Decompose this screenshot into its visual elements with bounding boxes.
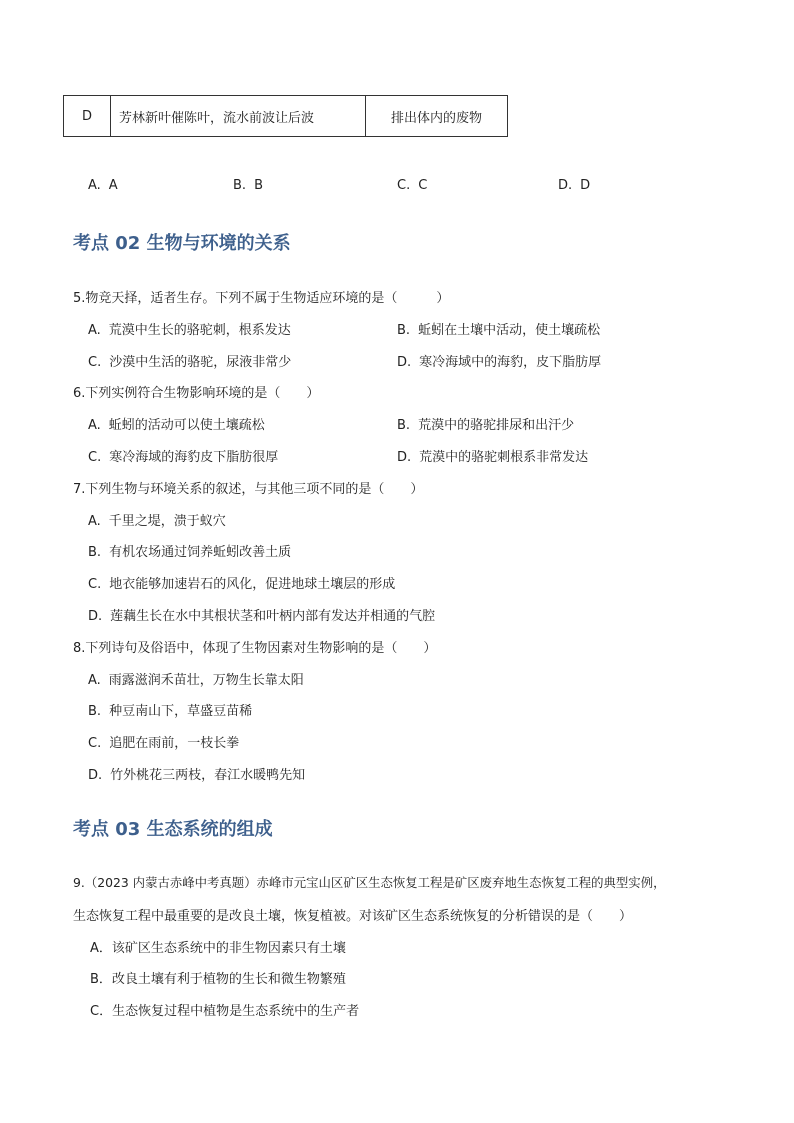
q9-option-a[interactable]: A．该矿区生态系统中的非生物因素只有土壤 — [90, 941, 346, 956]
q7-option-b[interactable]: B. 有机农场通过饲养蚯蚓改善土质 — [88, 545, 292, 560]
q9-option-c[interactable]: C．生态恢复过程中植物是生态系统中的生产者 — [90, 1004, 360, 1019]
q6-option-b[interactable]: B. 荒漠中的骆驼排尿和出汗少 — [397, 418, 575, 433]
question-stem: 5.物竞天择，适者生存。下列不属于生物适应环境的是（ ） — [73, 291, 450, 306]
table-cell-meaning: 排出体内的废物 — [366, 96, 508, 137]
q6-option-c[interactable]: C. 寒冷海域的海豹皮下脂肪很厚 — [88, 450, 279, 465]
question-stem: 7.下列生物与环境关系的叙述，与其他三项不同的是（ ） — [73, 482, 424, 497]
section-heading: 考点 02 生物与环境的关系 — [73, 233, 291, 254]
q5-option-b[interactable]: B. 蚯蚓在土壤中活动，使土壤疏松 — [397, 323, 601, 338]
table-cell-letter: D — [64, 96, 111, 137]
table-row — [64, 96, 508, 137]
question-stem: 6.下列实例符合生物影响环境的是（ ） — [73, 386, 320, 401]
q7-option-a[interactable]: A. 千里之堤，溃于蚁穴 — [88, 514, 226, 529]
q9-option-b[interactable]: B．改良土壤有利于植物的生长和微生物繁殖 — [90, 972, 346, 987]
answer-table — [63, 95, 508, 137]
q5-option-d[interactable]: D. 寒冷海域中的海豹，皮下脂肪厚 — [397, 355, 602, 370]
q4-option-d[interactable]: D. D — [558, 178, 591, 193]
q7-option-c[interactable]: C. 地衣能够加速岩石的风化，促进地球土壤层的形成 — [88, 577, 396, 592]
section-heading: 考点 03 生态系统的组成 — [73, 819, 273, 840]
q4-option-a[interactable]: A. A — [88, 178, 118, 193]
table-cell-poem: 芳林新叶催陈叶，流水前波让后波 — [111, 96, 366, 137]
q8-option-a[interactable]: A. 雨露滋润禾苗壮，万物生长靠太阳 — [88, 673, 304, 688]
q4-option-c[interactable]: C. C — [397, 178, 428, 193]
q5-option-c[interactable]: C. 沙漠中生活的骆驼，尿液非常少 — [88, 355, 292, 370]
q6-option-a[interactable]: A. 蚯蚓的活动可以使土壤疏松 — [88, 418, 265, 433]
q5-option-a[interactable]: A. 荒漠中生长的骆驼刺，根系发达 — [88, 323, 291, 338]
q8-option-c[interactable]: C. 追肥在雨前，一枝长拳 — [88, 736, 240, 751]
question-stem: 8.下列诗句及俗语中，体现了生物因素对生物影响的是（ ） — [73, 641, 437, 656]
question-stem-line2: 生态恢复工程中最重要的是改良土壤，恢复植被。对该矿区生态系统恢复的分析错误的是（ ） — [73, 909, 633, 924]
q7-option-d[interactable]: D. 莲藕生长在水中其根状茎和叶柄内部有发达并相通的气腔 — [88, 609, 436, 624]
q8-option-b[interactable]: B. 种豆南山下，草盛豆苗稀 — [88, 704, 253, 719]
q4-option-b[interactable]: B. B — [233, 178, 263, 193]
q8-option-d[interactable]: D. 竹外桃花三两枝，春江水暖鸭先知 — [88, 768, 306, 783]
q6-option-d[interactable]: D. 荒漠中的骆驼刺根系非常发达 — [397, 450, 589, 465]
question-stem-line1: 9.（2023 内蒙古赤峰中考真题）赤峰市元宝山区矿区生态恢复工程是矿区废弃地生态恢复工程的典型实例， — [73, 875, 666, 890]
